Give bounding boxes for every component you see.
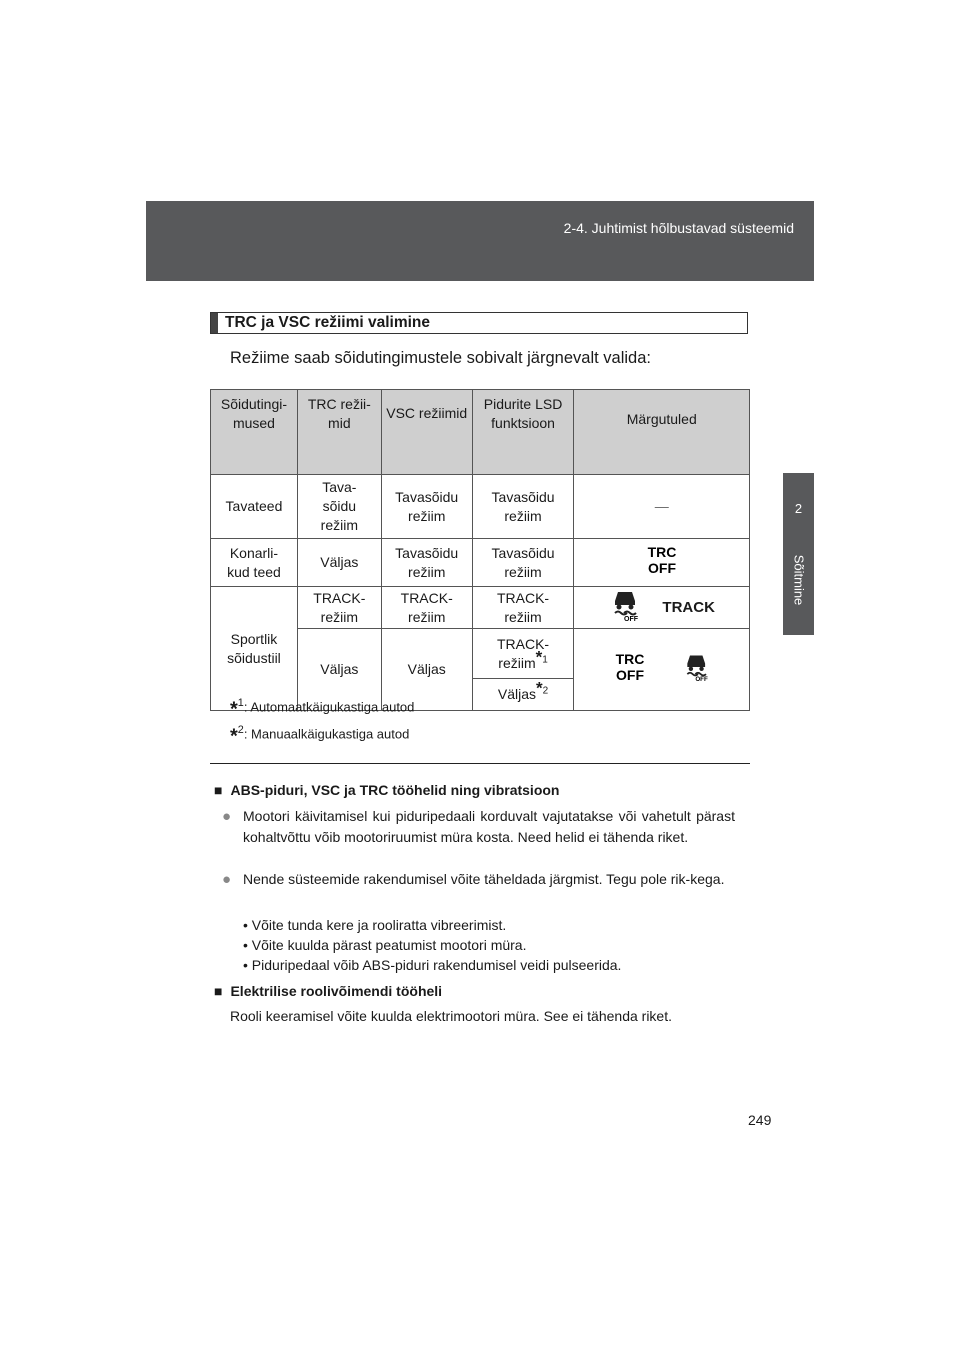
table-cell: Konarli- kud teed <box>211 539 298 587</box>
table-row <box>211 587 750 629</box>
chapter-label: Sõitmine <box>791 554 806 606</box>
table-cell <box>574 587 750 629</box>
list-item: • Võite tunda kere ja rooliratta vibreerimist. <box>243 917 507 933</box>
list-item: • Piduripedaal võib ABS-piduri rakendumisel veidi pulseerida. <box>243 957 622 973</box>
table-cell: Tavateed <box>211 475 298 539</box>
header-cell: Märgutuled <box>574 390 750 475</box>
vsc-off-indicator-icon <box>682 650 714 689</box>
table-cell: Väljas$^{*2}$ <box>472 679 574 711</box>
square-bullet-icon: ■ <box>214 782 223 798</box>
circle-bullet-icon: ● <box>222 808 232 825</box>
table-cell: Sportlik sõidustiil <box>211 587 298 711</box>
table-cell <box>574 629 750 711</box>
divider-rule <box>210 763 750 764</box>
page-number: 249 <box>748 1112 772 1128</box>
table-cell: — <box>574 475 750 539</box>
trc-off-indicator-icon <box>610 651 650 688</box>
section-heading-box <box>210 312 748 334</box>
vsc-off-indicator-icon <box>609 588 645 627</box>
table-cell: Tava- sõidu režiim <box>297 475 381 539</box>
svg-text:OFF: OFF <box>695 676 708 684</box>
footnote-2: *$^2$: Manuaalkäigukastiga autod <box>230 724 410 748</box>
table-cell: TRACK- režiim <box>297 587 381 629</box>
table-cell: Tavasõidu režiim <box>472 475 574 539</box>
chapter-header-band <box>146 201 814 281</box>
table-cell: Tavasõidu režiim <box>381 475 472 539</box>
table-cell: Väljas <box>297 539 381 587</box>
chapter-number: 2 <box>794 501 803 516</box>
table-cell: Väljas <box>381 629 472 711</box>
chapter-side-label <box>783 545 814 615</box>
table-cell: Tavasõidu režiim <box>381 539 472 587</box>
header-cell: Sõidutingi- mused <box>211 390 298 475</box>
mode-table <box>210 389 750 711</box>
table-cell: TRACK- režiim <box>381 587 472 629</box>
svg-text:TRC: TRC <box>647 544 677 560</box>
table-cell <box>574 539 750 587</box>
svg-text:OFF: OFF <box>623 616 638 622</box>
table-header-row <box>211 390 750 475</box>
footnote-1: *$^1$: Automaatkäigukastiga autod <box>230 697 415 721</box>
eps-subheading: ■ Elektrilise roolivõimendi tööheli <box>214 983 443 999</box>
table-row <box>211 539 750 587</box>
header-cell: Pidurite LSD funktsioon <box>472 390 574 475</box>
abs-bullet-1: ● Mootori käivitamisel kui piduripedaali korduvalt vajutatakse või vahetult pärast kohaltvõttu võib mootoriruumist müra kosta. Need helid ei tähenda riket. <box>222 808 735 845</box>
svg-text:TRC: TRC <box>615 651 645 667</box>
table-cell: TRACK- režiim$^{*1}$ <box>472 629 574 679</box>
eps-text: Rooli keeramisel võite kuulda elektrimootori müra. See ei tähenda riket. <box>230 1008 672 1024</box>
table-cell: Tavasõidu režiim <box>472 539 574 587</box>
table-cell: TRACK- režiim <box>472 587 574 629</box>
svg-text:OFF: OFF <box>615 667 644 683</box>
section-heading: TRC ja VSC režiimi valimine <box>225 314 431 331</box>
circle-bullet-icon: ● <box>222 871 232 888</box>
intro-text: Režiime saab sõidutingimustele sobivalt järgnevalt valida: <box>230 349 651 367</box>
list-item: • Võite kuulda pärast peatumist mootori müra. <box>243 937 527 953</box>
header-cell: TRC režii- mid <box>297 390 381 475</box>
square-bullet-icon: ■ <box>214 983 223 999</box>
table-cell: Väljas <box>297 629 381 711</box>
abs-bullet-2: ● Nende süsteemide rakendumisel võite täheldada järgmist. Tegu pole rik-kega. <box>222 871 725 888</box>
header-cell: VSC režiimid <box>381 390 472 475</box>
heading-accent-bar <box>211 313 218 333</box>
abs-subheading: ■ ABS-piduri, VSC ja TRC tööhelid ning vibratsioon <box>214 782 560 798</box>
table-row <box>211 475 750 539</box>
chapter-section-title: 2-4. Juhtimist hõlbustavad süsteemid <box>563 220 794 236</box>
svg-text:OFF: OFF <box>647 560 676 576</box>
track-indicator-icon: TRACK <box>662 599 715 616</box>
trc-off-indicator-icon <box>642 544 682 581</box>
